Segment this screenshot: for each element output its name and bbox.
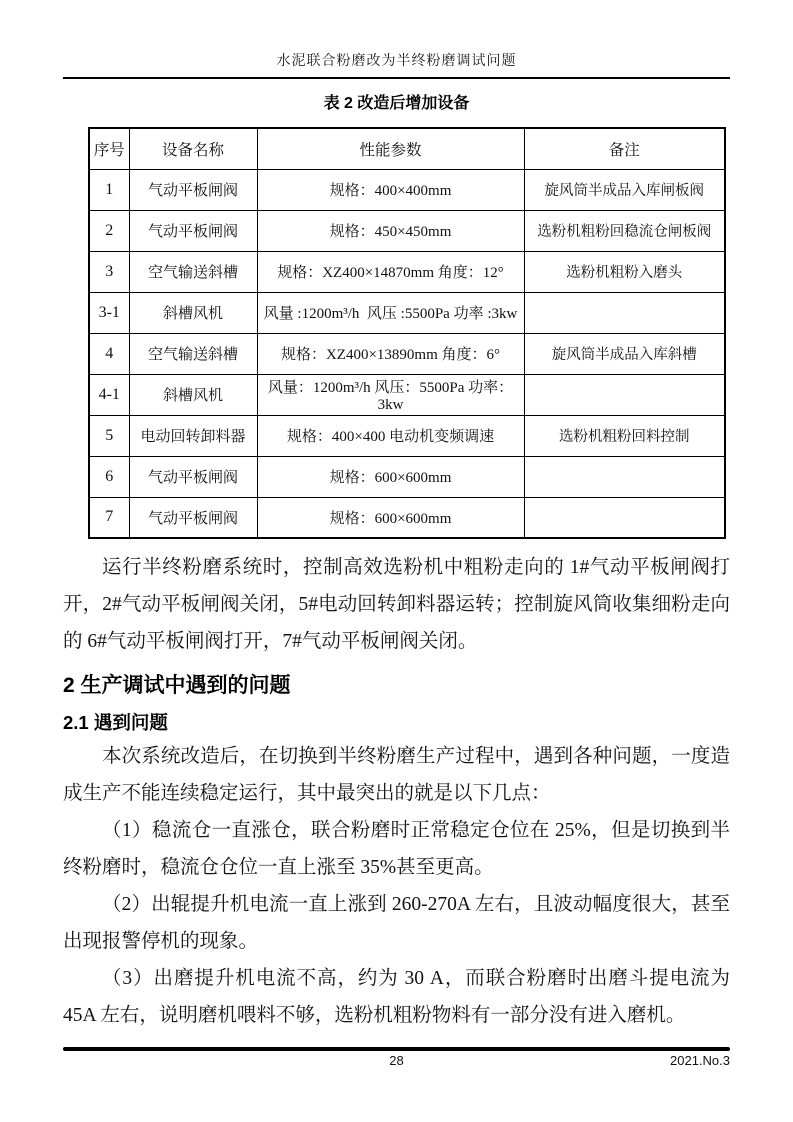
cell-params: 规格：400×400mm — [257, 169, 524, 210]
cell-note: 旋风筒半成品入库闸板阀 — [524, 169, 725, 210]
cell-note — [524, 292, 725, 333]
cell-params: 风量：1200m³/h 风压：5500Pa 功率：3kw — [257, 374, 524, 415]
header-rule — [63, 77, 730, 79]
page-footer — [63, 1047, 730, 1071]
table-row — [89, 415, 725, 456]
paragraph: 运行半终粉磨系统时，控制高效选粉机中粗粉走向的 1#气动平板闸阀打开，2#气动平板闸阀关闭，5#电动回转卸料器运转；控制旋风筒收集细粉走向的 6#气动平板闸阀打开，7#气动平板闸阀关闭。 — [63, 557, 730, 652]
cell-note — [524, 497, 725, 538]
cell-note: 选粉机粗粉回料控制 — [524, 415, 725, 456]
cell-params: 规格：450×450mm — [257, 210, 524, 251]
cell-name: 斜槽风机 — [129, 292, 257, 333]
cell-params: 规格：400×400 电动机变频调速 — [257, 415, 524, 456]
table-row — [89, 333, 725, 374]
cell-no: 3-1 — [89, 292, 129, 333]
paragraph: （3）出磨提升机电流不高，约为 30 A，而联合粉磨时出磨斗提电流为 45A 左右，说明磨机喂料不够，选粉机粗粉物料有一部分没有进入磨机。 — [63, 968, 730, 1026]
col-header-note: 备注 — [524, 128, 725, 169]
section-heading-2: 2 生产调试中遇到的问题 — [63, 674, 291, 697]
cell-params: 规格：600×600mm — [257, 497, 524, 538]
footer-rule — [63, 1047, 730, 1051]
table-caption: 表 2 改造后增加设备 — [323, 95, 470, 112]
cell-name: 空气输送斜槽 — [129, 333, 257, 374]
body-text — [63, 549, 730, 1034]
cell-name: 气动平板闸阀 — [129, 210, 257, 251]
cell-name: 气动平板闸阀 — [129, 456, 257, 497]
cell-note: 旋风筒半成品入库斜槽 — [524, 333, 725, 374]
cell-note: 选粉机粗粉入磨头 — [524, 251, 725, 292]
table-row — [89, 169, 725, 210]
cell-name: 空气输送斜槽 — [129, 251, 257, 292]
cell-note — [524, 456, 725, 497]
paragraph: 本次系统改造后，在切换到半终粉磨生产过程中，遇到各种问题，一度造成生产不能连续稳定运行，其中最突出的就是以下几点： — [63, 746, 730, 804]
table-row — [89, 497, 725, 538]
table-header-row — [89, 128, 725, 169]
cell-no: 4 — [89, 333, 129, 374]
col-header-no: 序号 — [89, 128, 129, 169]
cell-no: 6 — [89, 456, 129, 497]
table-row — [89, 456, 725, 497]
cell-name: 气动平板闸阀 — [129, 169, 257, 210]
table-row — [89, 292, 725, 333]
equipment-table — [88, 127, 726, 539]
cell-no: 5 — [89, 415, 129, 456]
issue-number: 2021.No.3 — [670, 1053, 730, 1068]
footer-row — [63, 1053, 730, 1071]
page-number: 28 — [389, 1053, 404, 1068]
cell-params: 规格：600×600mm — [257, 456, 524, 497]
cell-no: 1 — [89, 169, 129, 210]
table-row — [89, 210, 725, 251]
cell-no: 3 — [89, 251, 129, 292]
cell-name: 斜槽风机 — [129, 374, 257, 415]
table-row — [89, 374, 725, 415]
cell-no: 4-1 — [89, 374, 129, 415]
cell-name: 气动平板闸阀 — [129, 497, 257, 538]
cell-name: 电动回转卸料器 — [129, 415, 257, 456]
table-row — [89, 251, 725, 292]
paragraph: （1）稳流仓一直涨仓，联合粉磨时正常稳定仓位在 25%，但是切换到半终粉磨时，稳流仓仓位一直上涨至 35%甚至更高。 — [63, 820, 730, 878]
running-header-title: 水泥联合粉磨改为半终粉磨调试问题 — [276, 54, 517, 69]
cell-note — [524, 374, 725, 415]
cell-params: 规格：XZ400×14870mm 角度：12° — [257, 251, 524, 292]
subsection-heading-2-1: 2.1 遇到问题 — [63, 712, 168, 733]
cell-no: 7 — [89, 497, 129, 538]
col-header-name: 设备名称 — [129, 128, 257, 169]
cell-note: 选粉机粗粉回稳流仓闸板阀 — [524, 210, 725, 251]
cell-no: 2 — [89, 210, 129, 251]
cell-params: 风量 :1200m³/h 风压 :5500Pa 功率 :3kw — [257, 292, 524, 333]
paragraph: （2）出辊提升机电流一直上涨到 260-270A 左右，且波动幅度很大，甚至出现报警停机的现象。 — [63, 894, 730, 952]
cell-params: 规格：XZ400×13890mm 角度：6° — [257, 333, 524, 374]
col-header-params: 性能参数 — [257, 128, 524, 169]
